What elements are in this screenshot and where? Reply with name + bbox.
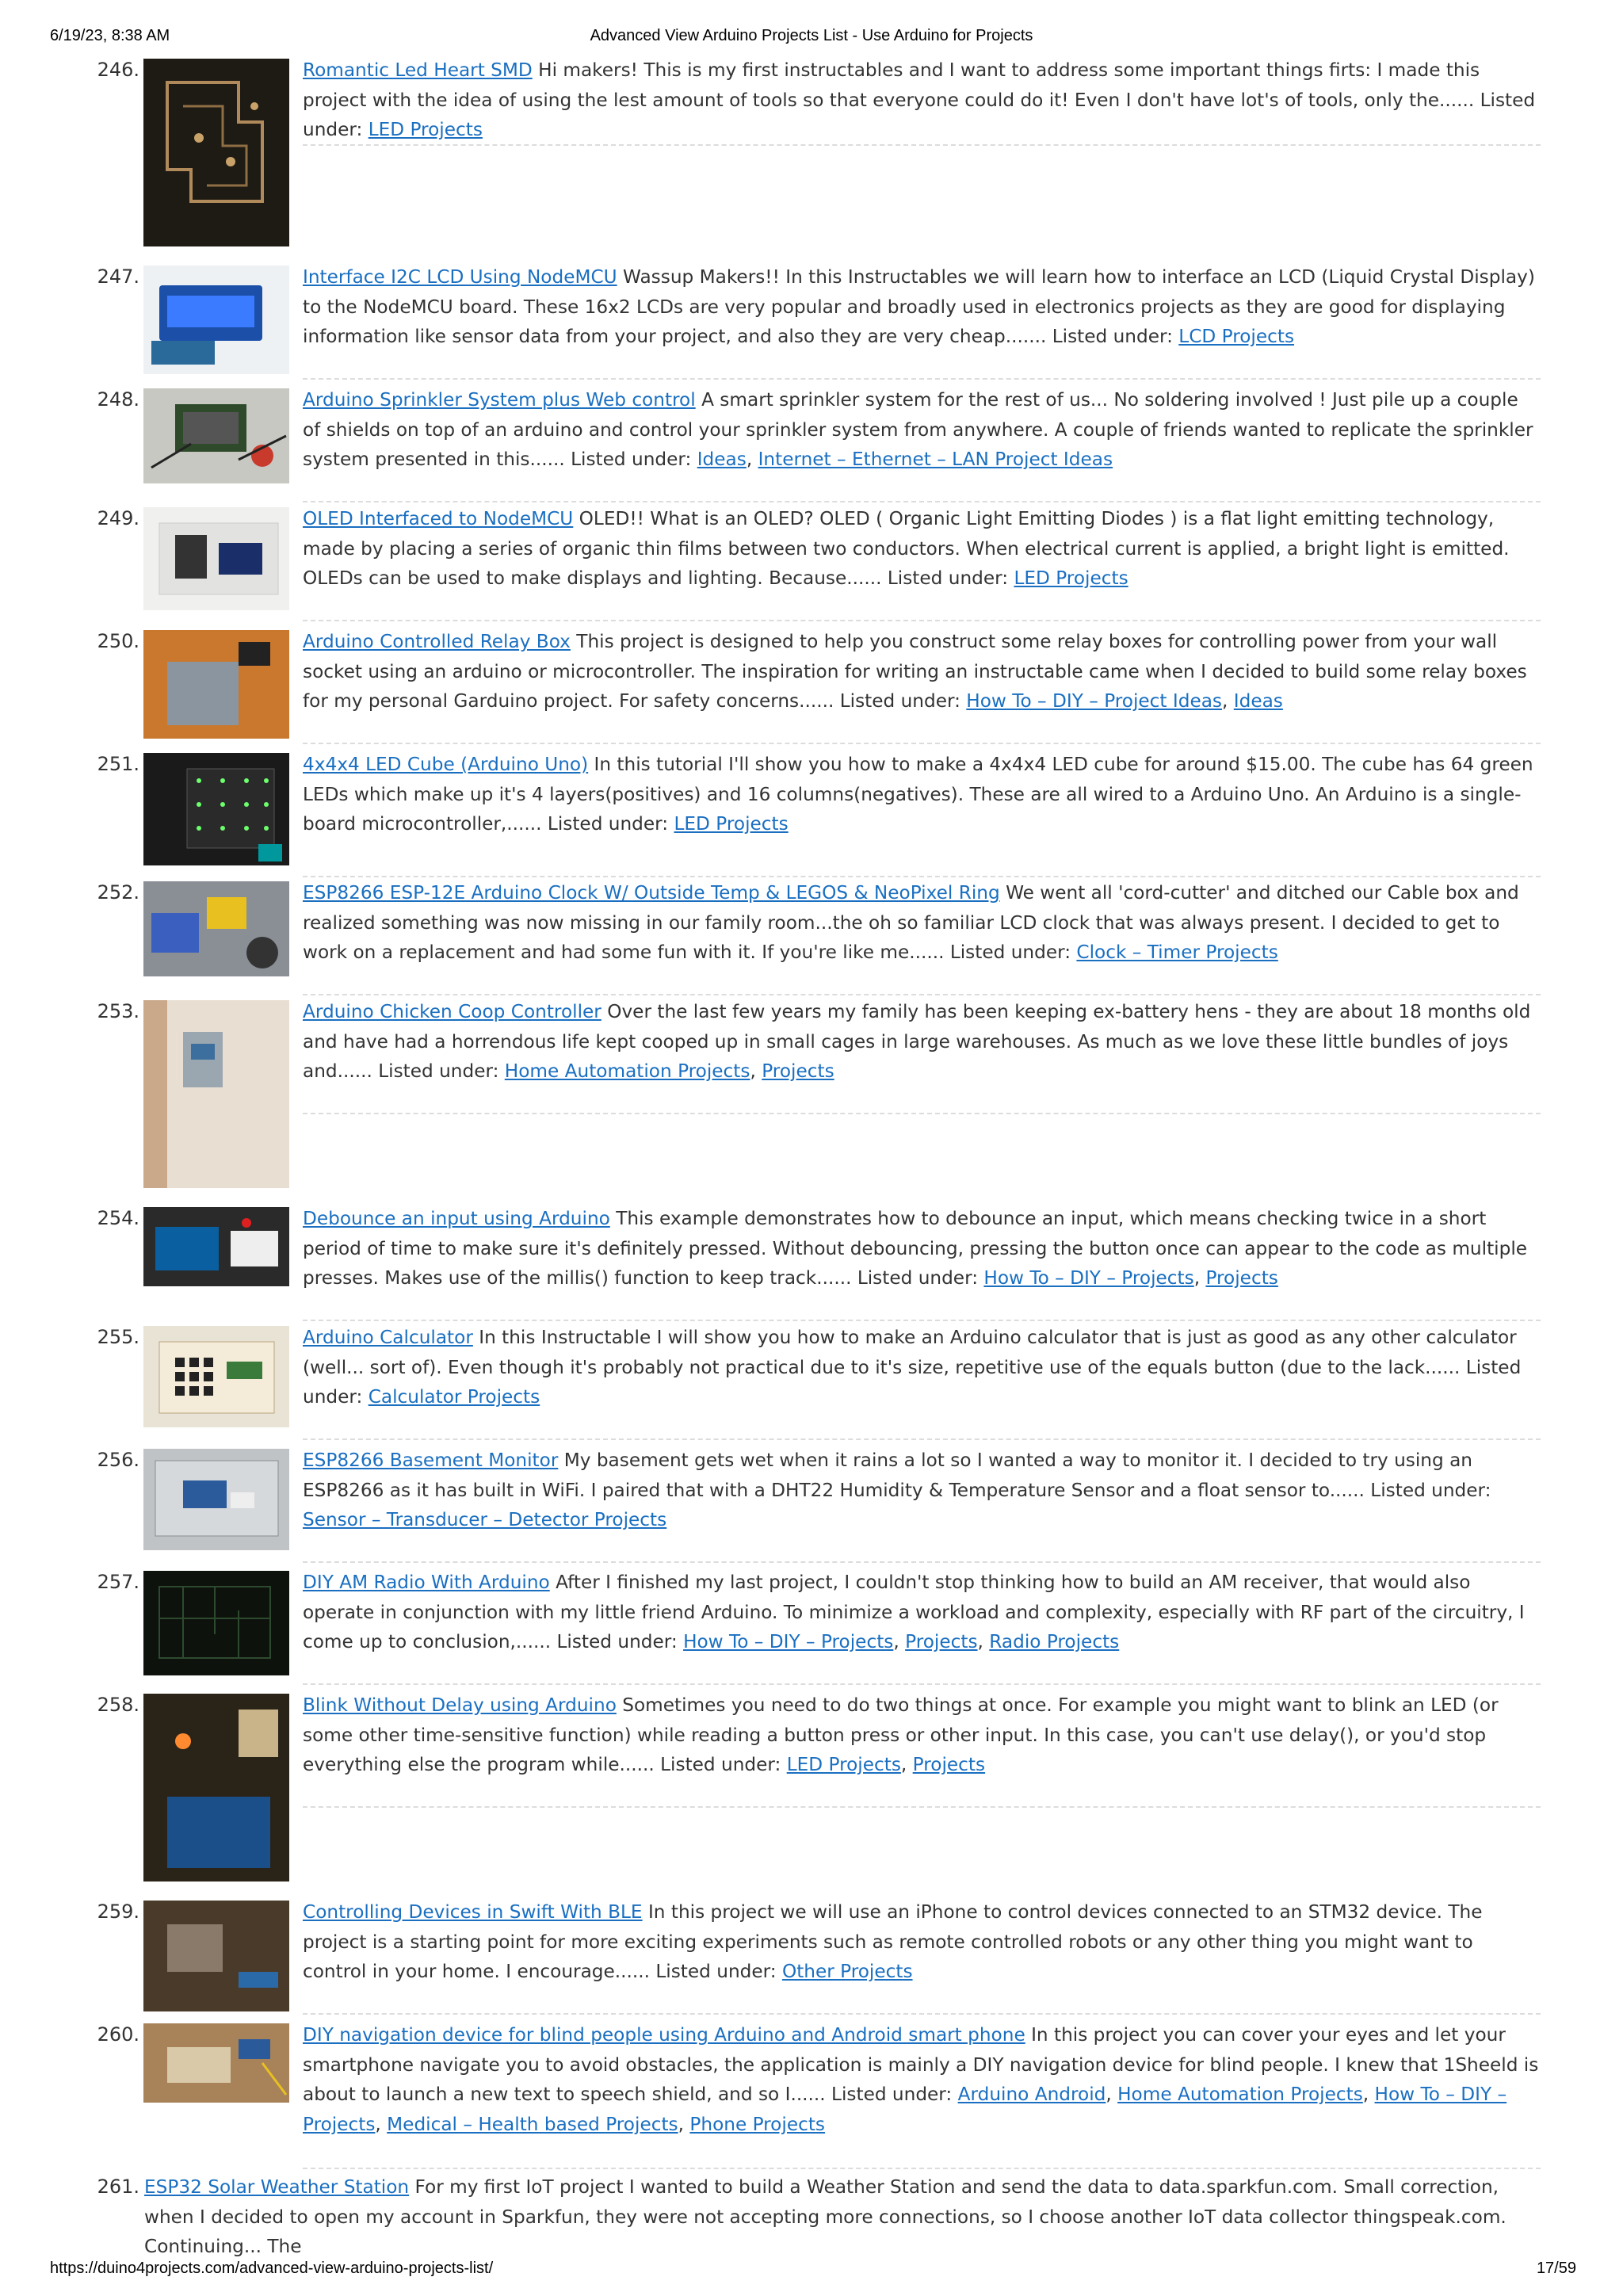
item-number: 253. (97, 1000, 139, 1022)
item-number: 259. (97, 1901, 139, 1923)
category-link[interactable]: LED Projects (368, 119, 483, 140)
project-description: A smart sprinkler system for the rest of us... No soldering involved ! Just pile up a couple of shields on top of an arduino and control your sprinkler system from anywhere. A couple of friends wanted to replicate the sprinkler system presented in this...... Listed under: (303, 389, 1533, 470)
project-description: In this Instructable I will show you how to make an Arduino calculator that is just as good as any other calculator (well... sort of). Even though it's probably not practical due to it's size, repetitive use of the equals button (due to the lack...... Listed under: (303, 1327, 1522, 1408)
item-text (303, 1446, 1541, 1535)
project-thumbnail (143, 1207, 289, 1286)
divider (303, 2013, 1541, 2015)
project-title-link[interactable]: ESP32 Solar Weather Station (144, 2176, 410, 2198)
category-link[interactable]: Ideas (697, 449, 747, 470)
item-text: DIY AM Radio With Arduino After I finished my last project, I couldn't stop thinking how to build an AM receiver, that would also operate in conjunction with my little friend Arduino. To minimize a workload and complexity, especially with RF part of the circuitry, I come up to conclusion,...... Listed under: How To – DIY – Projects, Projects, Radio Projects (303, 1572, 1525, 1652)
item-text (303, 55, 1541, 145)
project-description: Sometimes you need to do two things at once. For example you might want to blink an LED (or some other time-sensitive function) while reading a button press or other input. In this case, you can't use delay(), or you'd stop everything else the program while...... Listed under: (303, 1694, 1499, 1775)
project-thumbnail (143, 507, 289, 610)
project-description: Wassup Makers!! In this Instructables we will learn how to interface an LCD (Liquid Crystal Display) to the NodeMCU board. These 16x2 LCDs are very popular and broadly used in electronics projects as they are good for displaying information like sensor data from your project, and also they are very cheap....... Listed under: (303, 266, 1535, 347)
project-title-link[interactable]: Blink Without Delay using Arduino (303, 1694, 617, 1716)
project-description: This project is designed to help you construct some relay boxes for controlling power from your wall socket using an arduino or microcontroller. The inspiration for writing an instructable came when I decided to build some relay boxes for my personal Garduino project. For safety concerns...... Listed under: (303, 631, 1527, 712)
category-link[interactable]: Ideas (1233, 690, 1283, 712)
project-thumbnail (143, 881, 289, 976)
item-text (303, 262, 1541, 352)
project-thumbnail (143, 1449, 289, 1550)
item-number: 261. (97, 2176, 139, 2198)
project-thumbnail (143, 266, 289, 374)
divider (303, 2168, 1541, 2169)
category-link[interactable]: LED Projects (1014, 567, 1128, 589)
item-number: 248. (97, 388, 139, 411)
project-thumbnail (143, 1694, 289, 1881)
category-link[interactable]: Sensor – Transducer – Detector Projects (303, 1509, 667, 1530)
project-thumbnail (143, 2023, 289, 2103)
item-number: 254. (97, 1207, 139, 1229)
category-link[interactable]: LED Projects (674, 813, 789, 835)
project-title-link[interactable]: Debounce an input using Arduino (303, 1208, 610, 1229)
project-thumbnail (143, 630, 289, 739)
print-page-title: Advanced View Arduino Projects List - Use Arduino for Projects (590, 27, 1033, 44)
project-title-link[interactable]: ESP8266 ESP-12E Arduino Clock W/ Outside Temp & LEGOS & NeoPixel Ring (303, 882, 1000, 904)
category-link[interactable]: Arduino Android (957, 2084, 1106, 2105)
project-description: We went all 'cord-cutter' and ditched our Cable box and realized something was now missing in our family room...the oh so familiar LCD clock that was always present. I decided to get to work on a replacement and had some fun with it. If you're like me...... Listed under: (303, 882, 1519, 963)
item-number: 257. (97, 1571, 139, 1593)
item-number: 251. (97, 753, 139, 775)
project-thumbnail (143, 1571, 289, 1675)
divider (303, 1438, 1541, 1440)
item-text: DIY navigation device for blind people using Arduino and Android smart phone In this project you can cover your eyes and let your smartphone navigate you to avoid obstacles, the application is mainly a DIY navigation device for blind people. I knew that 1Sheeld is about to launch a new text to speech shield, and so I...... Listed under: Arduino Android, Home Automation Projects, How To – DIY – Projects, Medical – Health based Projects, Phone Projects (303, 2024, 1539, 2135)
project-title-link[interactable]: ESP8266 Basement Monitor (303, 1450, 559, 1471)
category-link[interactable]: How To – DIY – Project Ideas (966, 690, 1223, 712)
project-thumbnail (143, 1000, 289, 1188)
page-number: 17/59 (1536, 2260, 1576, 2277)
project-title-link[interactable]: Arduino Calculator (303, 1327, 473, 1348)
project-title-link[interactable]: Controlling Devices in Swift With BLE (303, 1901, 643, 1923)
divider (303, 620, 1541, 621)
item-text (303, 1897, 1541, 1987)
project-description: After I finished my last project, I couldn't stop thinking how to build an AM receiver, that would also operate in conjunction with my little friend Arduino. To minimize a workload and complexity, especially with RF part of the circuitry, I come up to conclusion,...... Listed under: (303, 1572, 1525, 1652)
print-datetime: 6/19/23, 8:38 AM (50, 27, 170, 44)
project-thumbnail (143, 388, 289, 483)
project-description: OLED!! What is an OLED? OLED ( Organic Light Emitting Diodes ) is a flat light emitting technology, made by placing a series of organic thin films between two conductors. When electrical current is applied, a bright light is emitted. OLEDs can be used to make displays and lighting. Because...... Listed under: (303, 508, 1510, 589)
project-title-link[interactable]: OLED Interfaced to NodeMCU (303, 508, 574, 529)
item-text: Blink Without Delay using Arduino Sometimes you need to do two things at once. For example you might want to blink an LED (or some other time-sensitive function) while reading a button press or other input. In this case, you can't use delay(), or you'd stop everything else the program while...... Listed under: LED Projects, Projects (303, 1694, 1499, 1775)
divider (303, 994, 1541, 995)
item-text: Arduino Chicken Coop Controller Over the last few years my family has been keeping ex-battery hens - they are about 18 months old and have had a horrendous life kept cooped up in small cages in large warehouses. As much as we love these little bundles of joys and...... Listed under: Home Automation Projects, Projects (303, 1001, 1531, 1082)
divider (303, 1561, 1541, 1563)
category-link[interactable]: Internet – Ethernet – LAN Project Ideas (758, 449, 1113, 470)
item-text: Arduino Controlled Relay Box This project is designed to help you construct some relay boxes for controlling power from your wall socket using an arduino or microcontroller. The inspiration for writing an instructable came when I decided to build some relay boxes for my personal Garduino project. For safety concerns...... Listed under: How To – DIY – Project Ideas, Ideas (303, 631, 1527, 712)
project-thumbnail (143, 59, 289, 246)
project-title-link[interactable]: Arduino Chicken Coop Controller (303, 1001, 601, 1022)
divider (303, 1113, 1541, 1114)
item-text (144, 2172, 1541, 2262)
category-link[interactable]: Projects (912, 1754, 986, 1775)
project-thumbnail (143, 753, 289, 865)
project-title-link[interactable]: Interface I2C LCD Using NodeMCU (303, 266, 617, 288)
category-link[interactable]: Projects (1205, 1267, 1278, 1289)
item-number: 255. (97, 1326, 139, 1348)
item-number: 250. (97, 630, 139, 652)
project-description: This example demonstrates how to debounce an input, which means checking twice in a short period of time to make sure it's definitely pressed. Without debouncing, pressing the button once can appear to the code as multiple presses. Makes use of the millis() function to keep track...... Listed under: (303, 1208, 1528, 1289)
project-description: Hi makers! This is my first instructables and I want to address some important things firts: I made this project with the idea of using the lest amount of tools so that everyone could do it! Even I don't have lot's of tools, only the...... Listed under: (303, 59, 1536, 140)
divider (303, 743, 1541, 744)
category-link[interactable]: LED Projects (786, 1754, 901, 1775)
divider (303, 1683, 1541, 1685)
category-link[interactable]: Phone Projects (689, 2113, 826, 2135)
project-description: In this tutorial I'll show you how to make a 4x4x4 LED cube for around $15.00. The cube has 64 green LEDs which make up it's 4 layers(positives) and 16 columns(negatives). These are all wired to a Arduino Uno. An Arduino is a single-board microcontroller,...... Listed under: (303, 754, 1533, 835)
project-title-link[interactable]: Arduino Sprinkler System plus Web control (303, 389, 696, 411)
project-description: In this project we will use an iPhone to control devices connected to an STM32 device. The project is a starting point for more exciting experiments such as remote controlled robots or any other thing you might want to control in your home. I encourage...... Listed under: (303, 1901, 1483, 1982)
item-number: 256. (97, 1449, 139, 1471)
project-title-link[interactable]: 4x4x4 LED Cube (Arduino Uno) (303, 754, 589, 775)
item-text (303, 750, 1541, 839)
project-title-link[interactable]: Romantic Led Heart SMD (303, 59, 533, 81)
category-link[interactable]: Radio Projects (989, 1631, 1120, 1652)
category-link[interactable]: Medical – Health based Projects (387, 2113, 678, 2135)
category-link[interactable]: LCD Projects (1178, 326, 1295, 347)
project-thumbnail (143, 1326, 289, 1427)
item-number: 246. (97, 59, 139, 81)
item-number: 252. (97, 881, 139, 904)
category-link[interactable]: Calculator Projects (368, 1386, 540, 1408)
divider (303, 876, 1541, 877)
project-title-link[interactable]: Arduino Controlled Relay Box (303, 631, 571, 652)
project-title-link[interactable]: DIY AM Radio With Arduino (303, 1572, 550, 1593)
divider (303, 1320, 1541, 1321)
category-link[interactable]: How To – DIY – Projects (303, 2084, 1507, 2135)
item-number: 249. (97, 507, 139, 529)
project-description: In this project you can cover your eyes and let your smartphone navigate you to avoid obstacles, the application is mainly a DIY navigation device for blind people. I knew that 1Sheeld is about to launch a new text to speech shield, and so I...... Listed under: (303, 2024, 1539, 2105)
project-thumbnail (143, 1901, 289, 2011)
item-text: Arduino Sprinkler System plus Web control A smart sprinkler system for the rest of us... No soldering involved ! Just pile up a couple of shields on top of an arduino and control your sprinkler system from anywhere. A couple of friends wanted to replicate the sprinkler system presented in this...... Listed under: Ideas, Internet – Ethernet – LAN Project Ideas (303, 389, 1533, 470)
item-number: 247. (97, 266, 139, 288)
category-link[interactable]: Projects (905, 1631, 978, 1652)
divider (303, 378, 1541, 380)
item-text (303, 504, 1541, 594)
category-link[interactable]: Clock – Timer Projects (1076, 942, 1278, 963)
category-link[interactable]: Projects (762, 1060, 834, 1082)
divider (303, 1806, 1541, 1808)
project-title-link[interactable]: DIY navigation device for blind people using Arduino and Android smart phone (303, 2024, 1025, 2046)
category-link[interactable]: How To – DIY – Projects (683, 1631, 894, 1652)
item-text (303, 878, 1541, 968)
print-header (0, 27, 1623, 51)
divider (303, 144, 1541, 146)
page-url: https://duino4projects.com/advanced-view-arduino-projects-list/ (50, 2260, 494, 2277)
divider (303, 501, 1541, 502)
category-link[interactable]: Home Automation Projects (1117, 2084, 1363, 2105)
project-description: Over the last few years my family has been keeping ex-battery hens - they are about 18 months old and have had a horrendous life kept cooped up in small cages in large warehouses. As much as we love these little bundles of joys and...... Listed under: (303, 1001, 1531, 1082)
item-text (303, 1323, 1541, 1412)
category-link[interactable]: Home Automation Projects (504, 1060, 750, 1082)
item-number: 260. (97, 2023, 139, 2046)
category-link[interactable]: How To – DIY – Projects (983, 1267, 1194, 1289)
category-link[interactable]: Other Projects (781, 1961, 913, 1982)
item-number: 258. (97, 1694, 139, 1716)
project-description: For my first IoT project I wanted to build a Weather Station and send the data to data.sparkfun.com. Small correction, when I decided to open my account in Sparkfun, they were not accepting more connections, so I choose another IoT data collector thingspeak.com. Continuing... The (144, 2176, 1507, 2257)
project-description: My basement gets wet when it rains a lot so I wanted a way to monitor it. I decided to try using an ESP8266 as it has built in WiFi. I paired that with a DHT22 Humidity & Temperature Sensor and a float sensor to...... Listed under: (303, 1450, 1491, 1501)
item-text: Debounce an input using Arduino This example demonstrates how to debounce an input, which means checking twice in a short period of time to make sure it's definitely pressed. Without debouncing, pressing the button once can appear to the code as multiple presses. Makes use of the millis() function to keep track...... Listed under: How To – DIY – Projects, Projects (303, 1208, 1528, 1289)
